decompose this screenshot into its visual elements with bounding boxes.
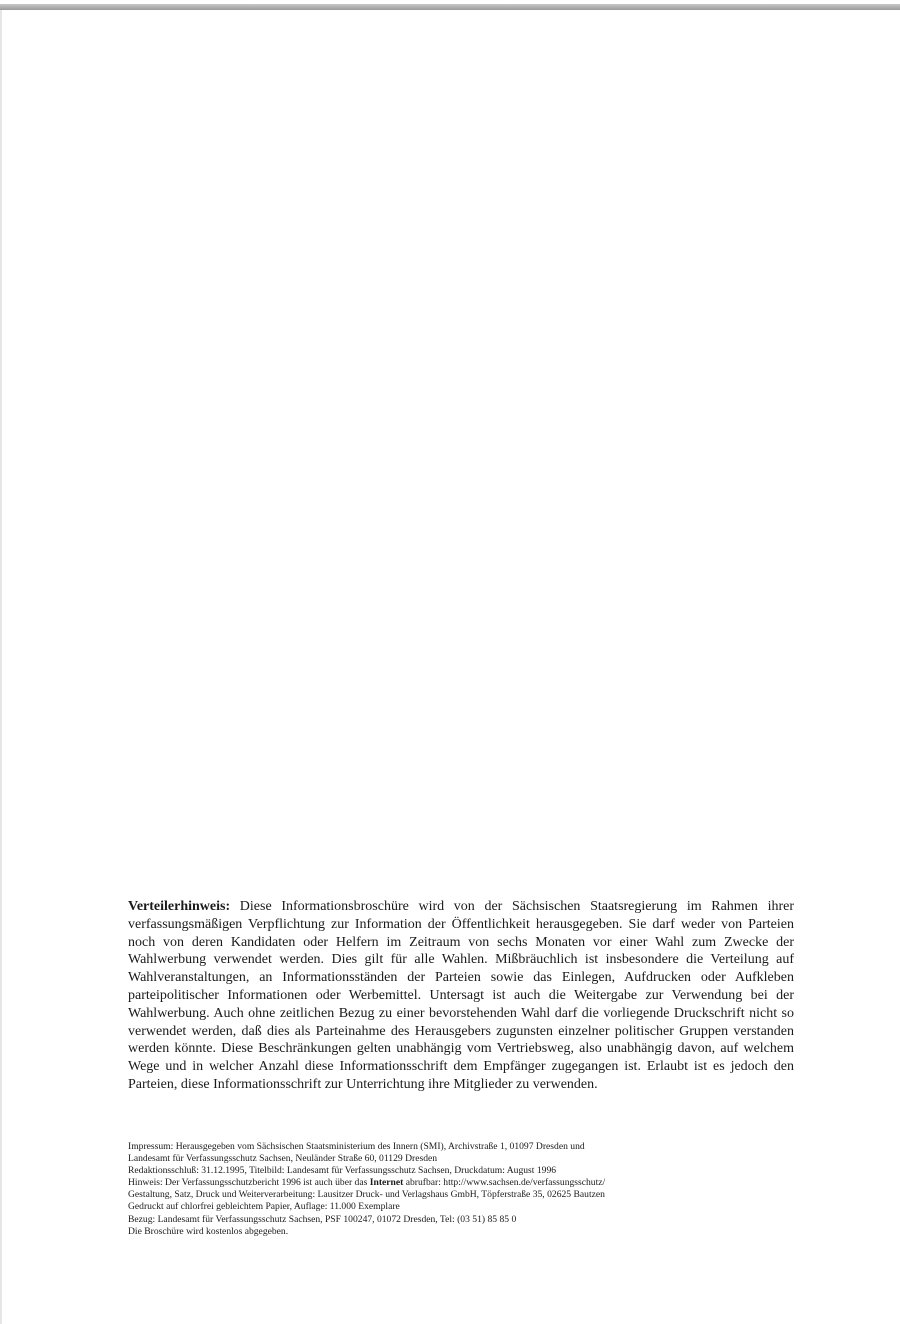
internet-note-text: Hinweis: Der Verfassungsschutzbericht 1996 ist auch über das <box>128 1177 368 1189</box>
imprint-ordering: Bezug: Landesamt für Verfassungsschutz Sachsen, PSF 100247, 01072 Dresden, Tel: (03 51) 85 85 0 <box>128 1213 517 1225</box>
imprint-free-of-charge: Die Broschüre wird kostenlos abgegeben. <box>128 1225 289 1237</box>
distribution-notice <box>128 898 794 1094</box>
distribution-notice-body: Diese Informationsbroschüre wird von der Sächsischen Staatsregierung im Rahmen ihrer verfassungsmäßigen Verpflichtung zur Information der Öffentlichkeit herausgegeben. Sie darf weder von Parteien noch von deren Kandidaten oder Helfern im Zeitraum von sechs Monaten vor einer Wahl zum Zwecke der Wahlwerbung verwendet werden. Dies gilt für alle Wahlen. Mißbräuchlich ist insbesondere die Verteilung auf Wahlveranstaltungen, an Informationsständen der Parteien sowie das Einlegen, Aufdrucken oder Aufkleben parteipolitischer Informationen oder Werbemittel. Untersagt ist auch die Weitergabe zur Verwendung bei der Wahlwerbung. Auch ohne zeitlichen Bezug zu einer bevorstehenden Wahl darf die vorliegende Druckschrift nicht so verwendet werden, daß dies als Parteinahme des Herausgebers zugunsten einzelner politischer Gruppen verstanden werden könnte. Diese Beschränkungen gelten unabhängig vom Vertriebsweg, also unabhängig davon, auf welchem Wege und in welcher Anzahl diese Informationsschrift dem Empfänger zugegangen ist. Erlaubt ist es jedoch den Parteien, diese Informationsschrift zur Unterrichtung ihre Mitglieder zu verwenden. <box>128 899 794 1092</box>
imprint-editorial-deadline: Redaktionsschluß: 31.12.1995, Titelbild: Landesamt für Verfassungsschutz Sachsen, Druckdatum: August 1996 <box>128 1165 557 1177</box>
imprint-internet-note <box>128 1177 788 1189</box>
internet-keyword: Internet <box>369 1177 404 1189</box>
imprint-block <box>128 1141 788 1238</box>
imprint-print-run: Gedruckt auf chlorfrei gebleichtem Papier, Auflage: 11.000 Exemplare <box>128 1201 400 1213</box>
internet-note-url: abrufbar: http://www.sachsen.de/verfassungsschutz/ <box>405 1177 606 1189</box>
imprint-production: Gestaltung, Satz, Druck und Weiterverarbeitung: Lausitzer Druck- und Verlagshaus GmbH, Töpferstraße 35, 02625 Bautzen <box>128 1189 605 1201</box>
left-scan-edge <box>0 10 2 1324</box>
top-scan-rule <box>0 4 900 10</box>
imprint-publisher: Impressum: Herausgegeben vom Sächsischen Staatsministerium des Innern (SMI), Archivstraße 1, 01097 Dresden und <box>128 1141 585 1152</box>
distribution-notice-lead: Verteilerhinweis: <box>128 899 231 914</box>
imprint-office-address: Landesamt für Verfassungsschutz Sachsen, Neuländer Straße 60, 01129 Dresden <box>128 1153 438 1165</box>
